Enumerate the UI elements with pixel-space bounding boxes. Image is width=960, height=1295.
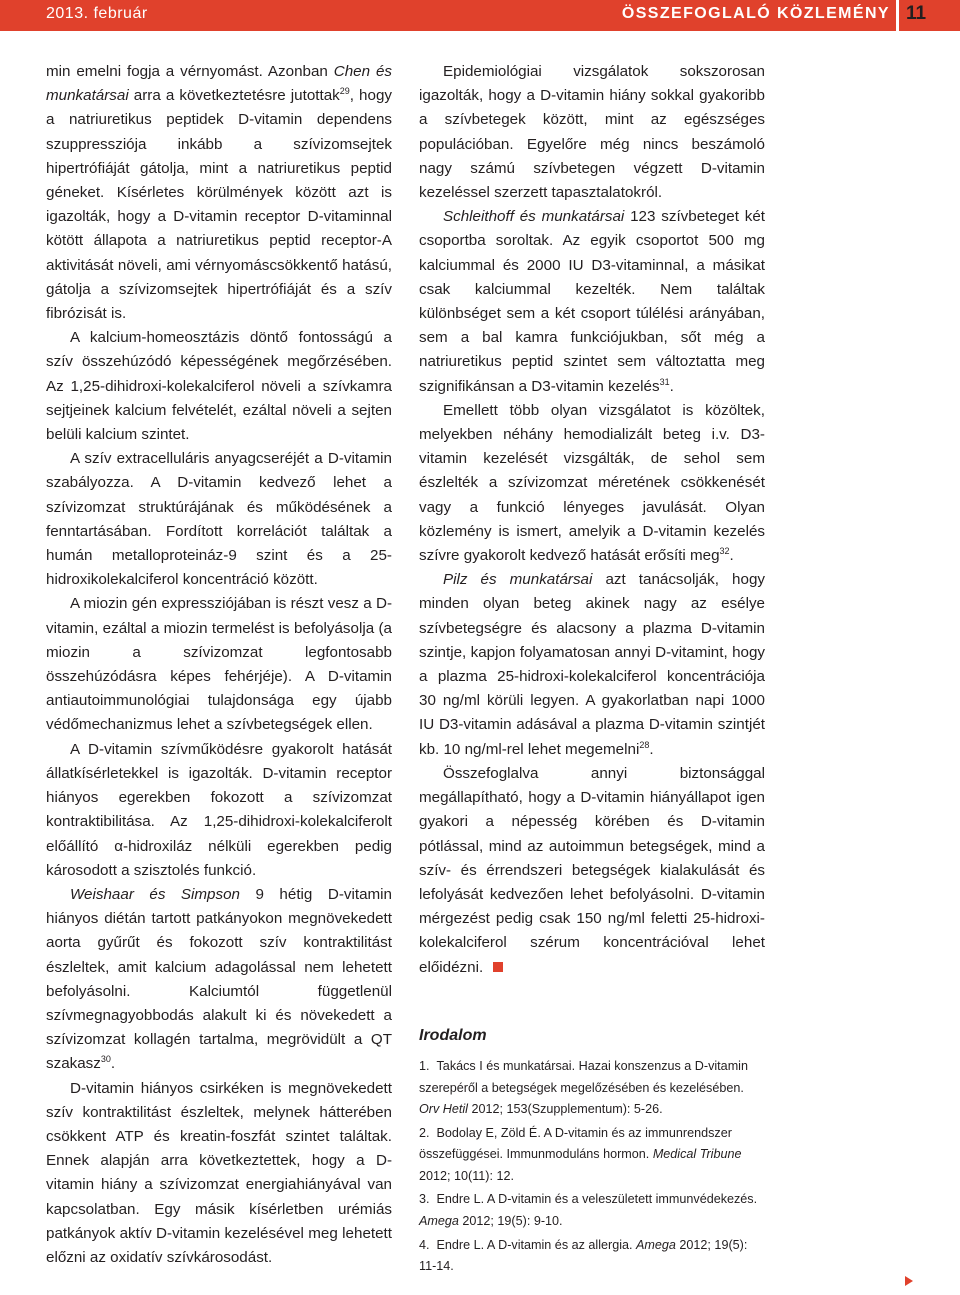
right-column: [419, 60, 765, 1280]
author-citation: Pilz és munkatársai: [443, 571, 593, 589]
reference-marker: 29: [339, 86, 350, 97]
reference-marker: 31: [659, 376, 670, 387]
end-of-article-square-icon: [493, 962, 503, 972]
issue-date: 2013. február: [46, 5, 148, 22]
reference-item: 2. Bodolay E, Zöld É. A D-vitamin és az immunrendszer összefüggései. Immunmoduláns hormon. Medical Tribune 2012; 10(11): 12.: [419, 1125, 742, 1183]
header-separator: [896, 0, 899, 31]
paragraph: Weishaar és Simpson 9 hétig D-vitamin hiányos diétán tartott patkányokon megnövekedett aorta gyűrűt és fokozott szív kontraktilitást észleltek, amit kalcium adagolással nem lehetett befolyásolni. Kalciumtól függetlenül szívmegnagyobbodás alakult ki és növekedett a szívizomzat kollagén tartalma, megrövidült a QT szakasz$^{30}$.: [46, 885, 392, 1073]
paragraph: Pilz és munkatársai azt tanácsolják, hogy minden olyan beteg akinek nagy az esélye szívbetegségre és alacsony a plazma D-vitamin szintje, kapjon folyamatosan annyi D-vitamint, hogy a plazma 25-hidroxi-kolekalciferol koncentrációja 30 ng/ml körüli legyen. A gyakorlatban napi 1000 IU D3-vitamin adásával a plazma D-vitamin szintjét kb. 10 ng/ml-rel lehet megemelni$^{28}$.: [419, 571, 765, 758]
reference-marker: 28: [639, 739, 650, 750]
paragraph: D-vitamin hiányos csirkéken is megnövekedett szív kontraktilitást észleltek, melynek hátterében csökkent ATP és kreatin-foszfát szintet találtak. Ennek alapján arra következtettek, hogy a D-vitamin hiány a szívizomzat energiahiányával van kapcsolatban. Egy másik kísérletben urémiás patkányok aktív D-vitamin kezelésével meg lehetett előzni az oxidatív szívkárosodást.: [46, 1079, 392, 1266]
paragraph: Epidemiológiai vizsgálatok sokszorosan igazolták, hogy a D-vitamin hiány sokkal gyakoribb a szívbetegek között, mint az egészséges populációban. Egyelőre még nincs beszámoló nagy számú szívbetegen végzett D-vitamin kezeléssel szerzett tapasztalatokról.: [419, 63, 765, 202]
paragraph: A szív extracelluláris anyagcseréjét a D-vitamin szabályozza. A D-vitamin kedvező lehet a szívizomzat struktúrájának és működésének a fenntartásában. Fordított korrelációt találtak a humán metalloproteináz-9 szint és a 25-hidroxikolekalciferol koncentráció között.: [46, 450, 392, 589]
page-number: 11: [906, 3, 927, 24]
left-column: [46, 60, 392, 1270]
header-bar: [0, 0, 960, 31]
paragraph: Összefoglalva annyi biztonsággal megállapítható, hogy a D-vitamin hiányállapot igen gyakori a népesség körében és D-vitamin pótlással, mind az autoimmun betegségek, mind a szív- és érrendszeri betegségek kialakulását és lefolyását kedvezően lehet befolyásolni. D-vitamin mérgezést pedig csak 150 ng/ml feletti 25-hidroxi-kolekalciferol szérum koncentrációval lehet előidézni.: [419, 764, 765, 976]
author-citation: Schleithoff és munkatársai: [443, 208, 625, 226]
paragraph: Schleithoff és munkatársai 123 szívbeteget két csoportba soroltak. Az egyik csoportot 500 mg kalciummal és 2000 IU D3-vitaminnal, a másikat csak kalciummal kezelték. Nem találtak különbséget sem a két csoport túlélési arányában, sem a bal kamra funkciójukban, sőt még a natriuretikus peptid szintet sem változtatta meg szignifikánsan a D3-vitamin kezelés$^{31}$.: [419, 208, 765, 395]
reference-item: 3. Endre L. A D-vitamin és a veleszületett immunvédekezés. Amega 2012; 19(5): 9-10.: [419, 1192, 758, 1229]
continue-arrow-icon: [905, 1276, 913, 1286]
reference-list: [419, 1056, 765, 1278]
paragraph: A kalcium-homeosztázis döntő fontosságú a szív összehúzódó képességének megőrzésében. Az 1,25-dihidroxi-kolekalciferol növeli a szívkamra sejtjeinek kalcium felvételét, ezáltal növeli a sejten belüli kalcium szintet.: [46, 329, 392, 444]
paragraph: Emellett több olyan vizsgálatot is közöltek, melyekben néhány hemodializált beteg i.v. D3-vitamin kezelését vizsgálták, de sehol sem észlelték a szívizomzat méretének csökkenését vagy a funkció lényeges javulását. Olyan közlemény is ismert, amelyik a D-vitamin kezelés szívre gyakorolt kedvező hatását erősíti meg$^{32}$.: [419, 401, 765, 565]
paragraph: min emelni fogja a vérnyomást. Azonban Chen és munkatársai arra a következtetésre jutottak$^{29}$, hogy a natriuretikus peptidek D-vitamin dependens szuppressziója inkább a szívizomsejtek hipertrófiáját gátolja, mint a natriuretikus peptid géneket. Kísérletes körülmények között azt is igazolták, hogy a D-vitamin receptor D-vitaminnal kötött állapota a natriuretikus peptid receptor-A aktivitását növeli, ami vérnyomáscsökkentő hatású, gátolja a szívizomsejtek hipertrófiáját és a szív fibrózisát is.: [46, 63, 392, 323]
author-citation: Chen és munkatársai: [46, 63, 392, 105]
reference-item: 4. Endre L. A D-vitamin és az allergia. Amega 2012; 19(5): 11-14.: [419, 1237, 748, 1274]
article-category: ÖSSZEFOGLALÓ KÖZLEMÉNY: [621, 5, 890, 22]
paragraph: A miozin gén expressziójában is részt vesz a D-vitamin, ezáltal a miozin termelést is befolyásolja (a miozin a szívizomzat legfontosabb összehúzódásra képes fehérjéje). A D-vitamin antiautoimmunológiai tulajdonsága egy újabb védőmechanizmus lehet a szívbetegségek ellen.: [46, 595, 392, 734]
reference-item: 1. Takács I és munkatársai. Hazai konszenzus a D-vitamin szerepéről a betegségek megelőzésében és kezelésében. Orv Hetil 2012; 153(Szupplementum): 5-26.: [419, 1058, 748, 1117]
paragraph: A D-vitamin szívműködésre gyakorolt hatását állatkísérletekkel is igazolták. D-vitamin receptor hiányos egerekben fokozott a szívizomzat kontraktibilitása. Az 1,25-dihidroxi-kolekalciferolt előállító α-hidroxiláz nélküli egerekben pedig károsodott a szisztolés funkció.: [46, 740, 392, 879]
author-citation: Weishaar és Simpson: [70, 885, 240, 903]
references-heading: Irodalom: [419, 1026, 487, 1044]
reference-marker: 32: [719, 546, 730, 556]
reference-marker: 30: [100, 1054, 111, 1065]
